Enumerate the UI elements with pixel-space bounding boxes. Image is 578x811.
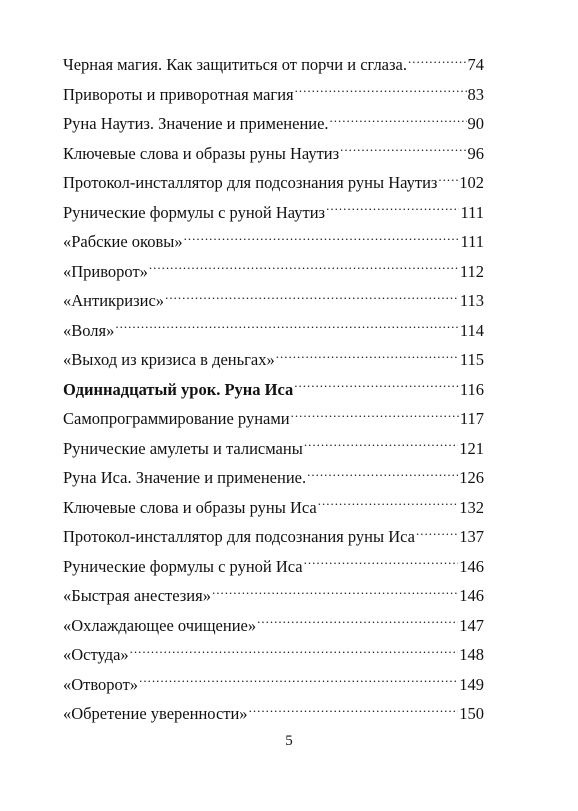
toc-leader-dots: [326, 201, 459, 218]
toc-leader-dots: [291, 408, 459, 425]
toc-leader-dots: [416, 526, 458, 543]
toc-entry: [63, 375, 484, 405]
toc-entry-page: 121: [459, 438, 484, 458]
toc-leader-dots: [340, 142, 466, 159]
toc-entry-title: Руна Наутиз. Значение и применение.: [63, 114, 329, 133]
toc-leader-dots: [408, 54, 467, 71]
toc-entry: [63, 699, 484, 729]
toc-entry: [63, 286, 484, 316]
toc-entry-title: Рунические формулы с руной Иса: [63, 556, 303, 576]
toc-leader-dots: [257, 614, 458, 631]
toc-leader-dots: [294, 378, 459, 395]
toc-entry-page: 112: [459, 261, 484, 281]
toc-leader-dots: [330, 113, 467, 130]
toc-entry-title: Протокол-инсталлятор для подсознания руны Наутиз: [63, 173, 438, 192]
toc-entry: [63, 611, 484, 641]
toc-entry: [63, 168, 484, 198]
toc-leader-dots: [115, 319, 458, 336]
toc-leader-dots: [212, 585, 458, 602]
toc-entry: [63, 345, 484, 375]
toc-leader-dots: [249, 703, 459, 720]
toc-entry-title: Ключевые слова и образы руны Наутиз: [63, 143, 340, 163]
toc-entry-page: 113: [459, 291, 484, 310]
toc-entry-page: 132: [459, 497, 484, 517]
toc-entry-page: 83: [467, 84, 484, 104]
toc-entry-page: 147: [459, 615, 484, 635]
toc-entry: [63, 493, 484, 523]
toc-entry-title: «Антикризис»: [63, 291, 165, 310]
toc-entry-title: Черная магия. Как защититься от порчи и сглаза.: [63, 55, 407, 74]
toc-entry-title: Рунические амулеты и талисманы: [63, 438, 303, 458]
toc-entry: [63, 109, 484, 139]
toc-entry: [63, 198, 484, 228]
toc-entry: [63, 463, 484, 493]
toc-entry-title: Самопрограммирование рунами: [63, 409, 290, 428]
toc-entry-title: Одиннадцатый урок. Руна Иса: [63, 379, 294, 399]
toc-leader-dots: [318, 496, 459, 513]
toc-entry-page: 90: [467, 114, 484, 133]
toc-entry-title: «Выход из кризиса в деньгах»: [63, 350, 275, 369]
toc-entry: [63, 522, 484, 552]
toc-leader-dots: [438, 172, 458, 189]
toc-entry: [63, 404, 484, 434]
toc-entry-page: 96: [467, 143, 484, 163]
toc-entry-page: 146: [459, 556, 484, 576]
toc-entry-page: 114: [459, 320, 484, 340]
toc-leader-dots: [295, 83, 467, 100]
table-of-contents: [63, 50, 484, 729]
page-number: 5: [285, 733, 293, 749]
toc-entry-page: 74: [467, 55, 484, 74]
toc-leader-dots: [304, 555, 459, 572]
toc-leader-dots: [139, 673, 458, 690]
toc-entry-page: 111: [460, 232, 484, 251]
toc-entry-page: 117: [459, 409, 484, 428]
toc-entry: [63, 139, 484, 169]
toc-entry-page: 126: [459, 468, 484, 487]
toc-entry-title: Протокол-инсталлятор для подсознания руны Иса: [63, 527, 415, 546]
toc-entry-title: Руна Иса. Значение и применение.: [63, 468, 307, 487]
toc-entry-page: 148: [459, 645, 484, 664]
toc-entry-page: 102: [459, 173, 484, 192]
toc-entry-title: «Остуда»: [63, 645, 129, 664]
toc-entry-page: 150: [459, 704, 484, 723]
toc-entry: [63, 670, 484, 700]
toc-entry: [63, 434, 484, 464]
toc-entry-page: 137: [459, 527, 484, 546]
toc-entry-title: «Охлаждающее очищение»: [63, 615, 257, 635]
toc-entry-title: «Обретение уверенности»: [63, 704, 248, 723]
toc-leader-dots: [184, 231, 460, 248]
toc-entry-title: «Рабские оковы»: [63, 232, 183, 251]
toc-entry: [63, 640, 484, 670]
toc-entry: [63, 316, 484, 346]
toc-leader-dots: [276, 349, 459, 366]
toc-leader-dots: [304, 437, 458, 454]
toc-entry-title: «Воля»: [63, 320, 115, 340]
toc-entry-page: 115: [459, 350, 484, 369]
toc-entry-page: 146: [459, 586, 484, 605]
toc-entry-title: «Приворот»: [63, 261, 148, 281]
toc-entry-title: Привороты и приворотная магия: [63, 84, 294, 104]
toc-entry: [63, 552, 484, 582]
toc-leader-dots: [307, 467, 458, 484]
toc-entry-page: 111: [460, 202, 484, 222]
toc-entry-title: «Быстрая анестезия»: [63, 586, 211, 605]
toc-entry-page: 149: [459, 674, 484, 694]
toc-leader-dots: [149, 260, 459, 277]
toc-leader-dots: [165, 290, 459, 307]
toc-entry-title: «Отворот»: [63, 674, 139, 694]
toc-entry: [63, 50, 484, 80]
toc-entry-title: Ключевые слова и образы руны Иса: [63, 497, 317, 517]
toc-leader-dots: [130, 644, 459, 661]
toc-entry: [63, 227, 484, 257]
toc-entry: [63, 257, 484, 287]
toc-entry-title: Рунические формулы с руной Наутиз: [63, 202, 326, 222]
toc-entry-page: 116: [459, 379, 484, 399]
toc-entry: [63, 80, 484, 110]
toc-entry: [63, 581, 484, 611]
